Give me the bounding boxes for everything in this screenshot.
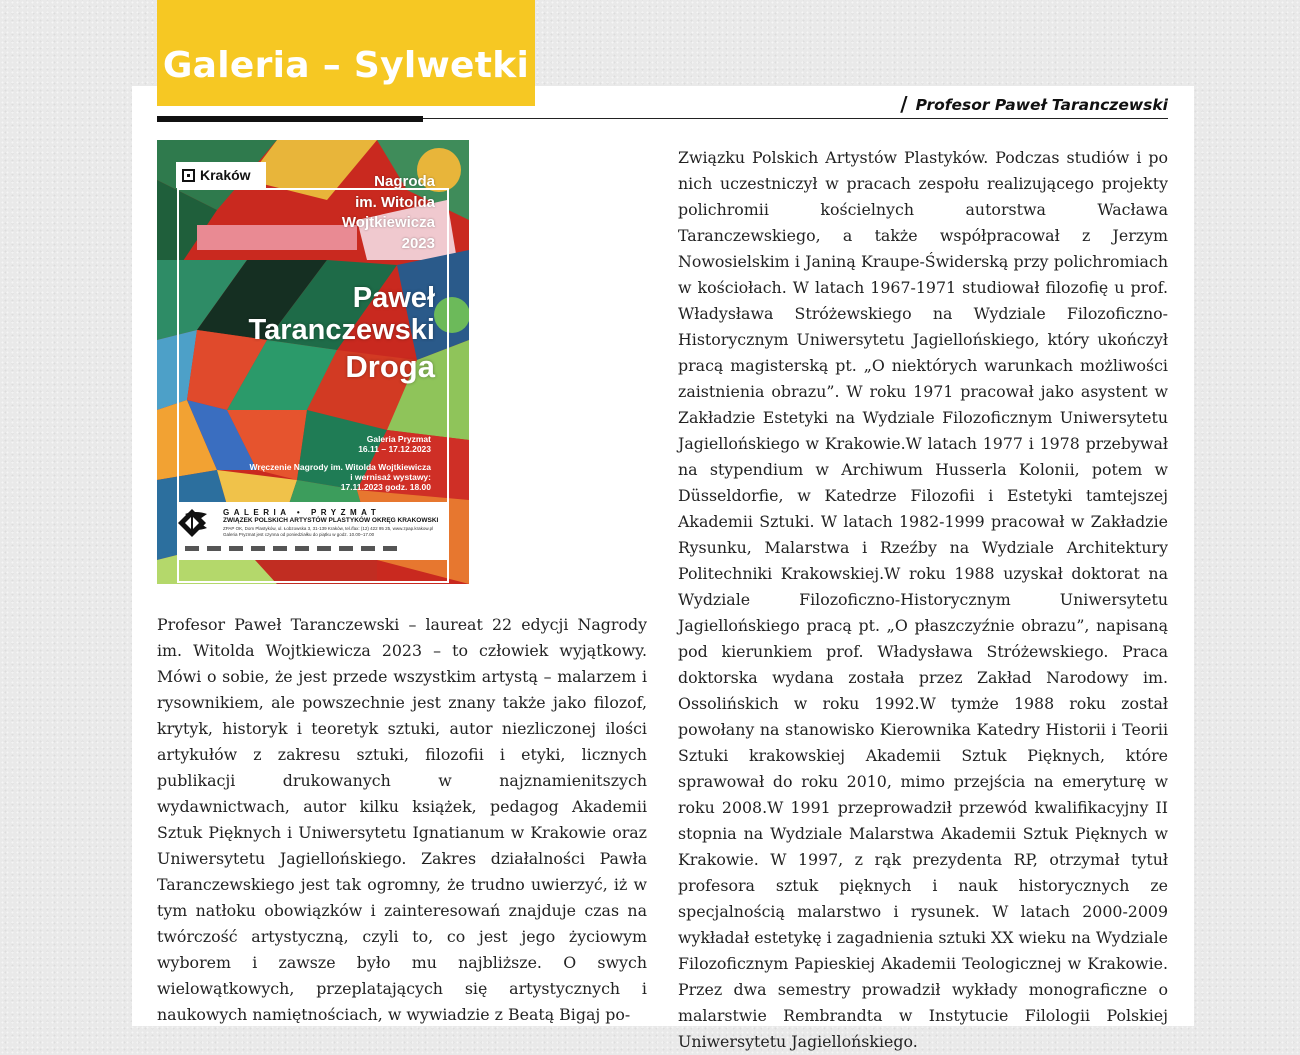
header-rule-accent (157, 116, 423, 122)
article-paragraph: Profesor Paweł Taranczewski – laureat 22 edycji Nagrody im. Witolda Wojtkiewicza 2023 – to człowiek wyjątkowy. Mówi o sobie, że jest przede wszystkim artystą – malarzem i rysownikiem, ale powszechnie jest znany także jako filozof, krytyk, historyk i teoretyk sztuki, autor niezliczonej ilości artykułów z zakresu sztuki, filozofii i etyki, licznych publikacji drukowanych w najznamienitszych wydawnictwach, autor kilku książek, pedagog Akademii Sztuk Pięknych i Uniwersytetu Ignatianum w Krakowie oraz Uniwersytetu Jagiellońskiego. Zakres działalności Pawła Taranczewskiego jest tak ogromny, że trudno uwierzyć, iż w tym natłoku obowiązków i zainteresowań znajduje czas na twórczość artystyczną, czyli to, co jest jego życiowym wyborem i zawsze było mu najbliższe. O swych wielowątkowych, przeplatających się artystycznych i naukowych namiętnościach, w wywiadzie z Beatą Bigaj po- (157, 615, 647, 1024)
award-line: 2023 (401, 234, 435, 252)
article-paragraph: Związku Polskich Artystów Plastyków. Podczas studiów i po nich uczestniczył w pracach zespołu realizującego projekty polichromii kościelnych autorstwa Wacława Taranczewskiego, a także współpracował z Jerzym Nowosielskim i Janiną Kraupe-Świderską przy polichromiach w kościołach. W latach 1967-1971 studiował filozofię u prof. Władysława Stróżewskiego na Wydziale Filozoficzno-Historycznym Uniwersytetu Jagiellońskiego, który ukończył pracą magisterską pt. „O niektórych warunkach możliwości zaistnienia obrazu”. W roku 1971 pracował jako asystent w Zakładzie Estetyki na Wydziale Filozoficznym Uniwersytetu Jagiellońskiego w Krakowie.W latach 1977 i 1978 przebywał na stypendium w Archiwum Husserla Kolonii, potem w Düsseldorfie, w Katedrze Filozofii i Estetyki tamtejszej Akademii Sztuki. W latach 1982-1999 pracował w Zakładzie Rysunku, Malarstwa i Rzeźby na Wydziale Architektury Politechniki Krakowskiej.W roku 1988 uzyskał doktorat na Wydziale Filozoficzno-Historycznym Uniwersytetu Jagiellońskiego pracą pt. „O płaszczyźnie obrazu”, napisaną pod kierunkiem prof. Władysława Stróżewskiego. Praca doktorska wydana została przez Zakład Narodowy im. Ossolińskich w roku 1992.W tymże 1988 roku został powołany na stanowisko Kierownika Katedry Historii i Teorii Sztuki krakowskiej Akademii Sztuk Pięknych, które sprawował do roku 2010, mimo przejścia na emeryturę w roku 2008.W 1991 przeprowadził przewód kwalifikacyjny II stopnia na Wydziale Malarstwa Akademii Sztuk Pięknych w Krakowie. W 1997, z rąk prezydenta RP, otrzymał tytuł profesora sztuk pięknych i nauk historycznych ze specjalnością malarstwo i rysunek. W latach 2000-2009 wykładał estetykę i zagadnienia sztuki XX wieku na Wydziale Filozoficznym Papieskiej Akademii Teologicznej w Krakowie. Przez dwa semestry prowadził wykłady monograficzne o malarstwie Rembrandta w Instytucie Filologii Polskiej Uniwersytetu Jagiellońskiego. (678, 148, 1168, 1051)
poster-venue (358, 434, 431, 454)
venue-line: 16.11 – 17.12.2023 (358, 444, 431, 454)
sponsor-logo-icon (251, 546, 265, 551)
gallery-name: GALERIA • PRYZMAT (223, 508, 381, 517)
sponsor-logo-icon (273, 546, 287, 551)
running-head-slash: / (900, 92, 908, 116)
sponsor-logo-icon (339, 546, 353, 551)
poster-opening (250, 462, 431, 492)
artist-first-name: Paweł (352, 282, 435, 314)
venue-line: Galeria Pryzmat (366, 434, 431, 444)
running-head (900, 91, 1168, 115)
krakow-logo-text: Kraków (200, 167, 251, 183)
poster-award-title (342, 172, 435, 254)
opening-line: 17.11.2023 godz. 18.00 (340, 482, 431, 492)
krakow-logo (176, 162, 266, 188)
sponsor-logo-icon (207, 546, 221, 551)
artist-last-name: Taranczewski (248, 314, 435, 346)
sponsor-logo-icon (185, 546, 199, 551)
sponsor-logo-icon (229, 546, 243, 551)
award-line: Nagroda (374, 173, 435, 190)
exhibition-poster (157, 140, 469, 584)
award-line: im. Witolda (355, 193, 435, 211)
sponsor-logo-icon (361, 546, 375, 551)
organizer-name: ZWIĄZEK POLSKICH ARTYSTÓW PLASTYKÓW OKRĘG KRAKOWSKI (223, 517, 439, 524)
article-column-left (157, 612, 647, 1028)
award-line: Wojtkiewicza (341, 214, 435, 231)
sponsor-logos (185, 546, 433, 552)
section-tab (157, 0, 535, 106)
sponsor-logo-icon (317, 546, 331, 551)
opening-line: i wernisaż wystawy: (350, 472, 431, 482)
exhibition-title: Droga (345, 349, 435, 384)
opening-line: Wręczenie Nagrody im. Witolda Wojtkiewicza (249, 462, 431, 472)
sponsor-logo-icon (295, 546, 309, 551)
poster-artist-name (249, 282, 435, 388)
article-column-right (678, 145, 1168, 1055)
section-title: Galeria – Sylwetki (162, 44, 530, 86)
gallery-hours: Galeria Pryzmat jest czynna od poniedziałku do piątku w godz. 10.00–17.00 (223, 532, 375, 537)
poster-footer-band (177, 502, 449, 560)
krakow-logo-icon (182, 169, 195, 182)
sponsor-logo-icon (383, 546, 397, 551)
running-head-text: Profesor Paweł Taranczewski (915, 96, 1168, 114)
pryzmat-logo-icon (177, 508, 207, 538)
organizer-address: ZPAP OK, Dom Plastyków, ul. Łobzowska 3, 31-139 Kraków, tel./fax: (12) 422 95 25, www.zpap.krakow.pl (223, 526, 434, 531)
